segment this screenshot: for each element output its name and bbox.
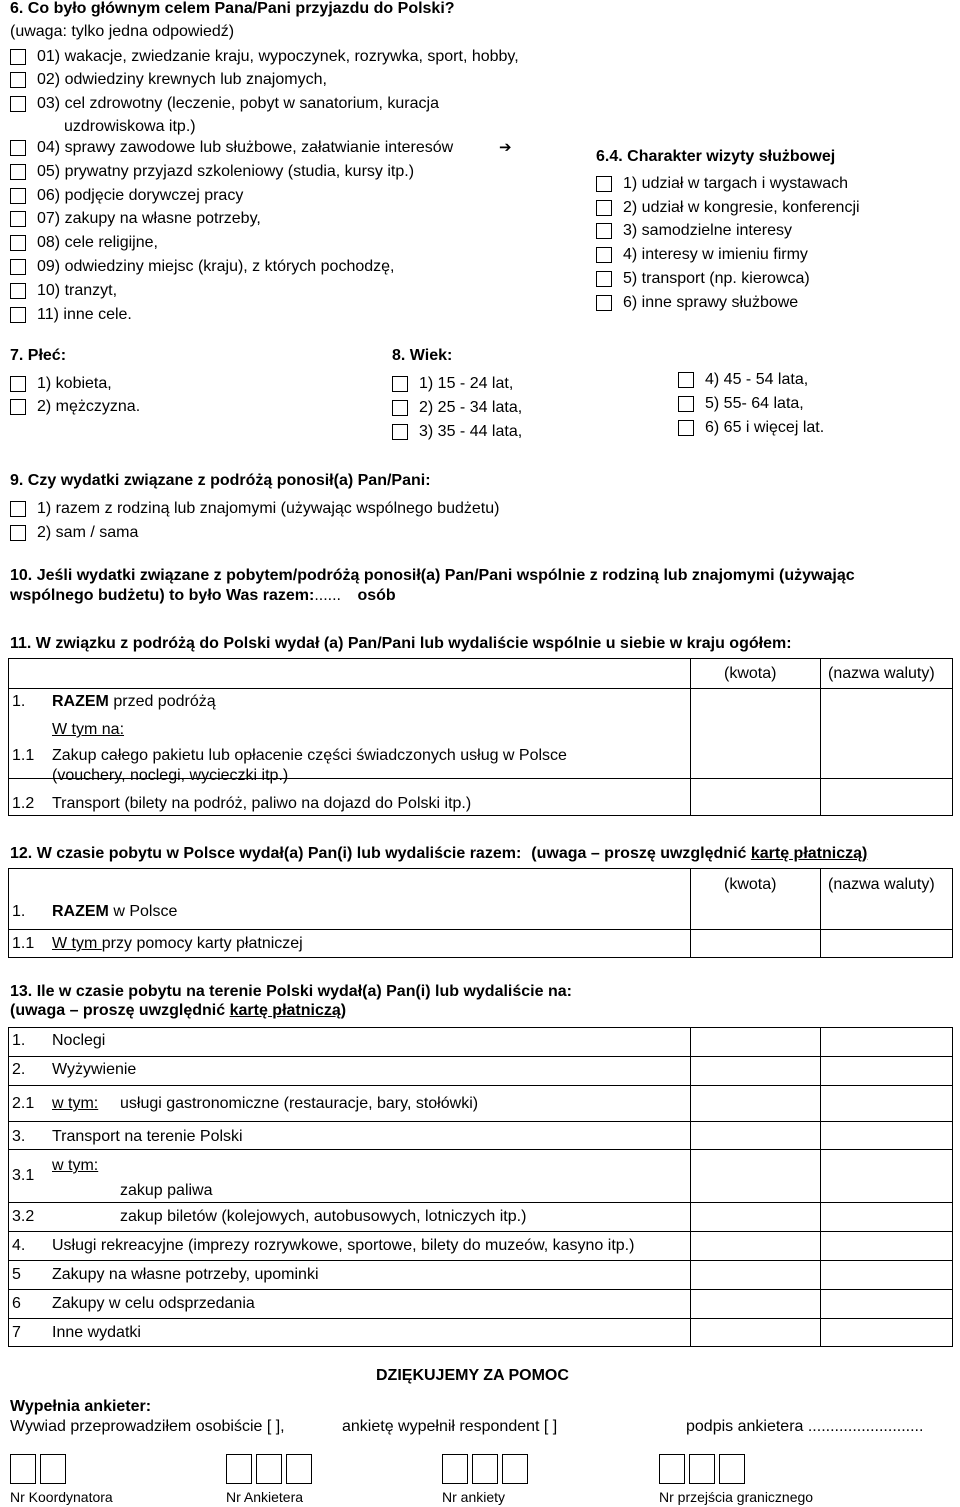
q7-checkbox-1[interactable] bbox=[10, 376, 26, 392]
q64-title: 6.4. Charakter wizyty służbowej bbox=[596, 148, 836, 165]
q6-checkbox-07[interactable] bbox=[10, 211, 26, 227]
q12-r11-rest: przy pomocy karty płatniczej bbox=[101, 935, 303, 952]
q6-option-label: 03) cel zdrowotny (leczenie, pobyt w sanatorium, kuracja bbox=[37, 95, 439, 112]
q9-checkbox-2[interactable] bbox=[10, 525, 26, 541]
q8-checkbox-3[interactable] bbox=[392, 424, 408, 440]
q6-checkbox-05[interactable] bbox=[10, 164, 26, 180]
q7-option-label: 2) mężczyzna. bbox=[37, 398, 141, 415]
q13-row-wtym: w tym: bbox=[52, 1095, 99, 1112]
q11-r11-num: 1.1 bbox=[12, 747, 35, 764]
digit-box[interactable] bbox=[502, 1454, 528, 1484]
q13-row-label: Zakupy w celu odsprzedania bbox=[52, 1295, 255, 1312]
q6-option-label-cont: uzdrowiskowa itp.) bbox=[64, 118, 196, 135]
q6-checkbox-04[interactable] bbox=[10, 140, 26, 156]
q12-r1-num: 1. bbox=[12, 903, 26, 920]
digit-box[interactable] bbox=[40, 1454, 66, 1484]
q9-option-label: 1) razem z rodziną lub znajomymi (używając wspólnego budżetu) bbox=[37, 500, 500, 517]
thanks-heading: DZIĘKUJEMY ZA POMOC bbox=[376, 1367, 569, 1384]
q12-title bbox=[10, 844, 867, 864]
q11-r12-label: Transport (bilety na podróż, paliwo na dojazd do Polski itp.) bbox=[52, 795, 472, 812]
q8-checkbox-4[interactable] bbox=[678, 372, 694, 388]
q13-row-label: Inne wydatki bbox=[52, 1324, 141, 1341]
q11-r12-num: 1.2 bbox=[12, 795, 35, 812]
q13-row-num: 7 bbox=[12, 1324, 21, 1341]
q6-option-label: 05) prywatny przyjazd szkoleniowy (studia, kursy itp.) bbox=[37, 163, 415, 180]
q13-row-num: 6 bbox=[12, 1295, 21, 1312]
q12-col-kwota: (kwota) bbox=[724, 876, 777, 893]
q8-option-label: 1) 15 - 24 lat, bbox=[419, 375, 514, 392]
survey-number-label: Nr ankiety bbox=[442, 1489, 506, 1505]
q6-option-label: 07) zakupy na własne potrzeby, bbox=[37, 210, 261, 227]
q8-option-label: 4) 45 - 54 lata, bbox=[705, 371, 809, 388]
q13-note bbox=[10, 1001, 346, 1021]
digit-box[interactable] bbox=[472, 1454, 498, 1484]
q13-row-num: 2. bbox=[12, 1061, 26, 1078]
q11-r1-label bbox=[52, 692, 216, 712]
q6-checkbox-06[interactable] bbox=[10, 188, 26, 204]
q64-checkbox-1[interactable] bbox=[596, 176, 612, 192]
q6-option-label: 06) podjęcie dorywczej pracy bbox=[37, 187, 244, 204]
q13-row-label: Wyżywienie bbox=[52, 1061, 137, 1078]
q10-line2-text: wspólnego budżetu) to było Was razem: bbox=[10, 587, 315, 604]
q64-checkbox-4[interactable] bbox=[596, 247, 612, 263]
q13-row-label: Usługi rekreacyjne (imprezy rozrywkowe, sportowe, bilety do muzeów, kasyno itp.) bbox=[52, 1237, 635, 1254]
q6-note: (uwaga: tylko jedna odpowiedź) bbox=[10, 23, 235, 40]
q8-checkbox-2[interactable] bbox=[392, 400, 408, 416]
q10-count-field[interactable]: ...... bbox=[314, 587, 346, 604]
q13-row-num: 4. bbox=[12, 1237, 26, 1254]
q64-checkbox-2[interactable] bbox=[596, 200, 612, 216]
q11-r11-line2: (vouchery, noclegi, wycieczki itp.) bbox=[52, 767, 289, 784]
q13-row-num: 5 bbox=[12, 1266, 21, 1283]
q12-r11-label bbox=[52, 934, 303, 954]
q6-option-label: 10) tranzyt, bbox=[37, 282, 118, 299]
q11-r11-line1: Zakup całego pakietu lub opłacenie części świadczonych usług w Polsce bbox=[52, 747, 567, 764]
q8-checkbox-6[interactable] bbox=[678, 420, 694, 436]
q6-option-label: 02) odwiedziny krewnych lub znajomych, bbox=[37, 71, 327, 88]
q12-title-note-u: kartę płatniczą) bbox=[750, 845, 868, 862]
q64-checkbox-5[interactable] bbox=[596, 271, 612, 287]
interviewer-signature-field[interactable]: podpis ankietera .......................... bbox=[686, 1418, 924, 1435]
q11-col-waluta: (nazwa waluty) bbox=[828, 665, 935, 682]
interviewer-label: Nr Ankietera bbox=[226, 1489, 304, 1505]
q13-row-num: 1. bbox=[12, 1032, 26, 1049]
q6-option-label: 08) cele religijne, bbox=[37, 234, 158, 251]
q12-col-waluta: (nazwa waluty) bbox=[828, 876, 935, 893]
q12-r11-num: 1.1 bbox=[12, 935, 35, 952]
q8-checkbox-1[interactable] bbox=[392, 376, 408, 392]
q11-r1-bold: RAZEM bbox=[52, 693, 109, 710]
q9-option-label: 2) sam / sama bbox=[37, 524, 139, 541]
interviewer-heading: Wypełnia ankieter: bbox=[10, 1398, 152, 1415]
q13-row-label: zakup paliwa bbox=[120, 1182, 213, 1199]
q6-checkbox-01[interactable] bbox=[10, 49, 26, 65]
q6-checkbox-10[interactable] bbox=[10, 283, 26, 299]
q64-checkbox-6[interactable] bbox=[596, 295, 612, 311]
q6-title: 6. Co było głównym celem Pana/Pani przyjazdu do Polski? bbox=[10, 0, 455, 17]
digit-box[interactable] bbox=[442, 1454, 468, 1484]
q11-r1-rest: przed podróżą bbox=[108, 693, 216, 710]
q9-title: 9. Czy wydatki związane z podróżą ponosił(a) Pan/Pani: bbox=[10, 472, 431, 489]
border-crossing-label: Nr przejścia granicznego bbox=[659, 1489, 814, 1505]
digit-box[interactable] bbox=[256, 1454, 282, 1484]
q13-row-num: 3. bbox=[12, 1128, 26, 1145]
q7-checkbox-2[interactable] bbox=[10, 399, 26, 415]
q64-option-label: 6) inne sprawy służbowe bbox=[623, 294, 799, 311]
q13-note-a: (uwaga – proszę uwzględnić bbox=[10, 1002, 230, 1019]
q13-row-label: Transport na terenie Polski bbox=[52, 1128, 243, 1145]
q13-row-num: 2.1 bbox=[12, 1095, 35, 1112]
q13-row-label: Zakupy na własne potrzeby, upominki bbox=[52, 1266, 319, 1283]
q6-checkbox-11[interactable] bbox=[10, 307, 26, 323]
q13-row-wtym: w tym: bbox=[52, 1157, 99, 1174]
q8-option-label: 6) 65 i więcej lat. bbox=[705, 419, 825, 436]
digit-box[interactable] bbox=[719, 1454, 745, 1484]
q12-r1-bold: RAZEM bbox=[52, 903, 109, 920]
q13-row-label: Noclegi bbox=[52, 1032, 106, 1049]
q8-checkbox-5[interactable] bbox=[678, 396, 694, 412]
digit-box[interactable] bbox=[10, 1454, 36, 1484]
q64-option-label: 3) samodzielne interesy bbox=[623, 222, 792, 239]
q7-option-label: 1) kobieta, bbox=[37, 375, 112, 392]
respondent-filled-field[interactable]: ankietę wypełnił respondent [ ] bbox=[342, 1418, 558, 1435]
q6-option-label: 04) sprawy zawodowe lub służbowe, załatwianie interesów bbox=[37, 139, 454, 156]
q64-option-label: 5) transport (np. kierowca) bbox=[623, 270, 810, 287]
q11-table bbox=[8, 658, 953, 816]
q11-col-kwota: (kwota) bbox=[724, 665, 777, 682]
q11-r1-num: 1. bbox=[12, 693, 26, 710]
q12-r1-rest: w Polsce bbox=[108, 903, 178, 920]
q6-option-label: 11) inne cele. bbox=[37, 306, 132, 323]
digit-box[interactable] bbox=[226, 1454, 252, 1484]
q13-row-label: zakup biletów (kolejowych, autobusowych, lotniczych itp.) bbox=[120, 1208, 527, 1225]
q6-checkbox-08[interactable] bbox=[10, 235, 26, 251]
q6-option-label: 09) odwiedziny miejsc (kraju), z których pochodzę, bbox=[37, 258, 395, 275]
q13-note-b: kartę płatniczą) bbox=[229, 1002, 347, 1019]
q13-row-label: usługi gastronomiczne (restauracje, bary, stołówki) bbox=[120, 1095, 479, 1112]
q64-option-label: 4) interesy w imieniu firmy bbox=[623, 246, 808, 263]
q64-option-label: 2) udział w kongresie, konferencji bbox=[623, 199, 860, 216]
q8-option-label: 2) 25 - 34 lata, bbox=[419, 399, 523, 416]
q9-checkbox-1[interactable] bbox=[10, 501, 26, 517]
q12-title-main: 12. W czasie pobytu w Polsce wydał(a) Pan(i) lub wydaliście razem: bbox=[10, 845, 522, 862]
q6-checkbox-03[interactable] bbox=[10, 96, 26, 112]
q8-option-label: 3) 35 - 44 lata, bbox=[419, 423, 523, 440]
q64-option-label: 1) udział w targach i wystawach bbox=[623, 175, 848, 192]
q10-line1: 10. Jeśli wydatki związane z pobytem/podróżą ponosił(a) Pan/Pani wspólnie z rodziną lub znajomymi (używając bbox=[10, 567, 855, 584]
q13-title: 13. Ile w czasie pobytu na terenie Polski wydał(a) Pan(i) lub wydaliście na: bbox=[10, 983, 572, 1000]
q13-row-num: 3.1 bbox=[12, 1167, 35, 1184]
digit-box[interactable] bbox=[286, 1454, 312, 1484]
q12-title-note: (uwaga – proszę uwzględnić bbox=[531, 845, 751, 862]
q8-option-label: 5) 55- 64 lata, bbox=[705, 395, 804, 412]
q6-checkbox-09[interactable] bbox=[10, 259, 26, 275]
arrow-right-icon: ➔ bbox=[499, 139, 512, 156]
coordinator-label: Nr Koordynatora bbox=[10, 1489, 113, 1505]
interview-self-field[interactable]: Wywiad przeprowadziłem osobiście [ ], bbox=[10, 1418, 285, 1435]
q10-line2 bbox=[10, 586, 396, 606]
q11-title: 11. W związku z podróżą do Polski wydał (a) Pan/Pani lub wydaliście wspólnie u siebie w kraju ogółem: bbox=[10, 635, 792, 652]
q7-title: 7. Płeć: bbox=[10, 347, 67, 364]
q12-r11-u: W tym bbox=[52, 935, 102, 952]
q12-r1-label bbox=[52, 902, 177, 922]
q10-unit: osób bbox=[357, 587, 396, 604]
digit-box[interactable] bbox=[659, 1454, 685, 1484]
q6-checkbox-02[interactable] bbox=[10, 72, 26, 88]
q13-row-num: 3.2 bbox=[12, 1208, 35, 1225]
q6-option-label: 01) wakacje, zwiedzanie kraju, wypoczynek, rozrywka, sport, hobby, bbox=[37, 48, 519, 65]
q8-title: 8. Wiek: bbox=[392, 347, 453, 364]
digit-box[interactable] bbox=[689, 1454, 715, 1484]
q11-wtym: W tym na: bbox=[52, 721, 125, 738]
q64-checkbox-3[interactable] bbox=[596, 223, 612, 239]
